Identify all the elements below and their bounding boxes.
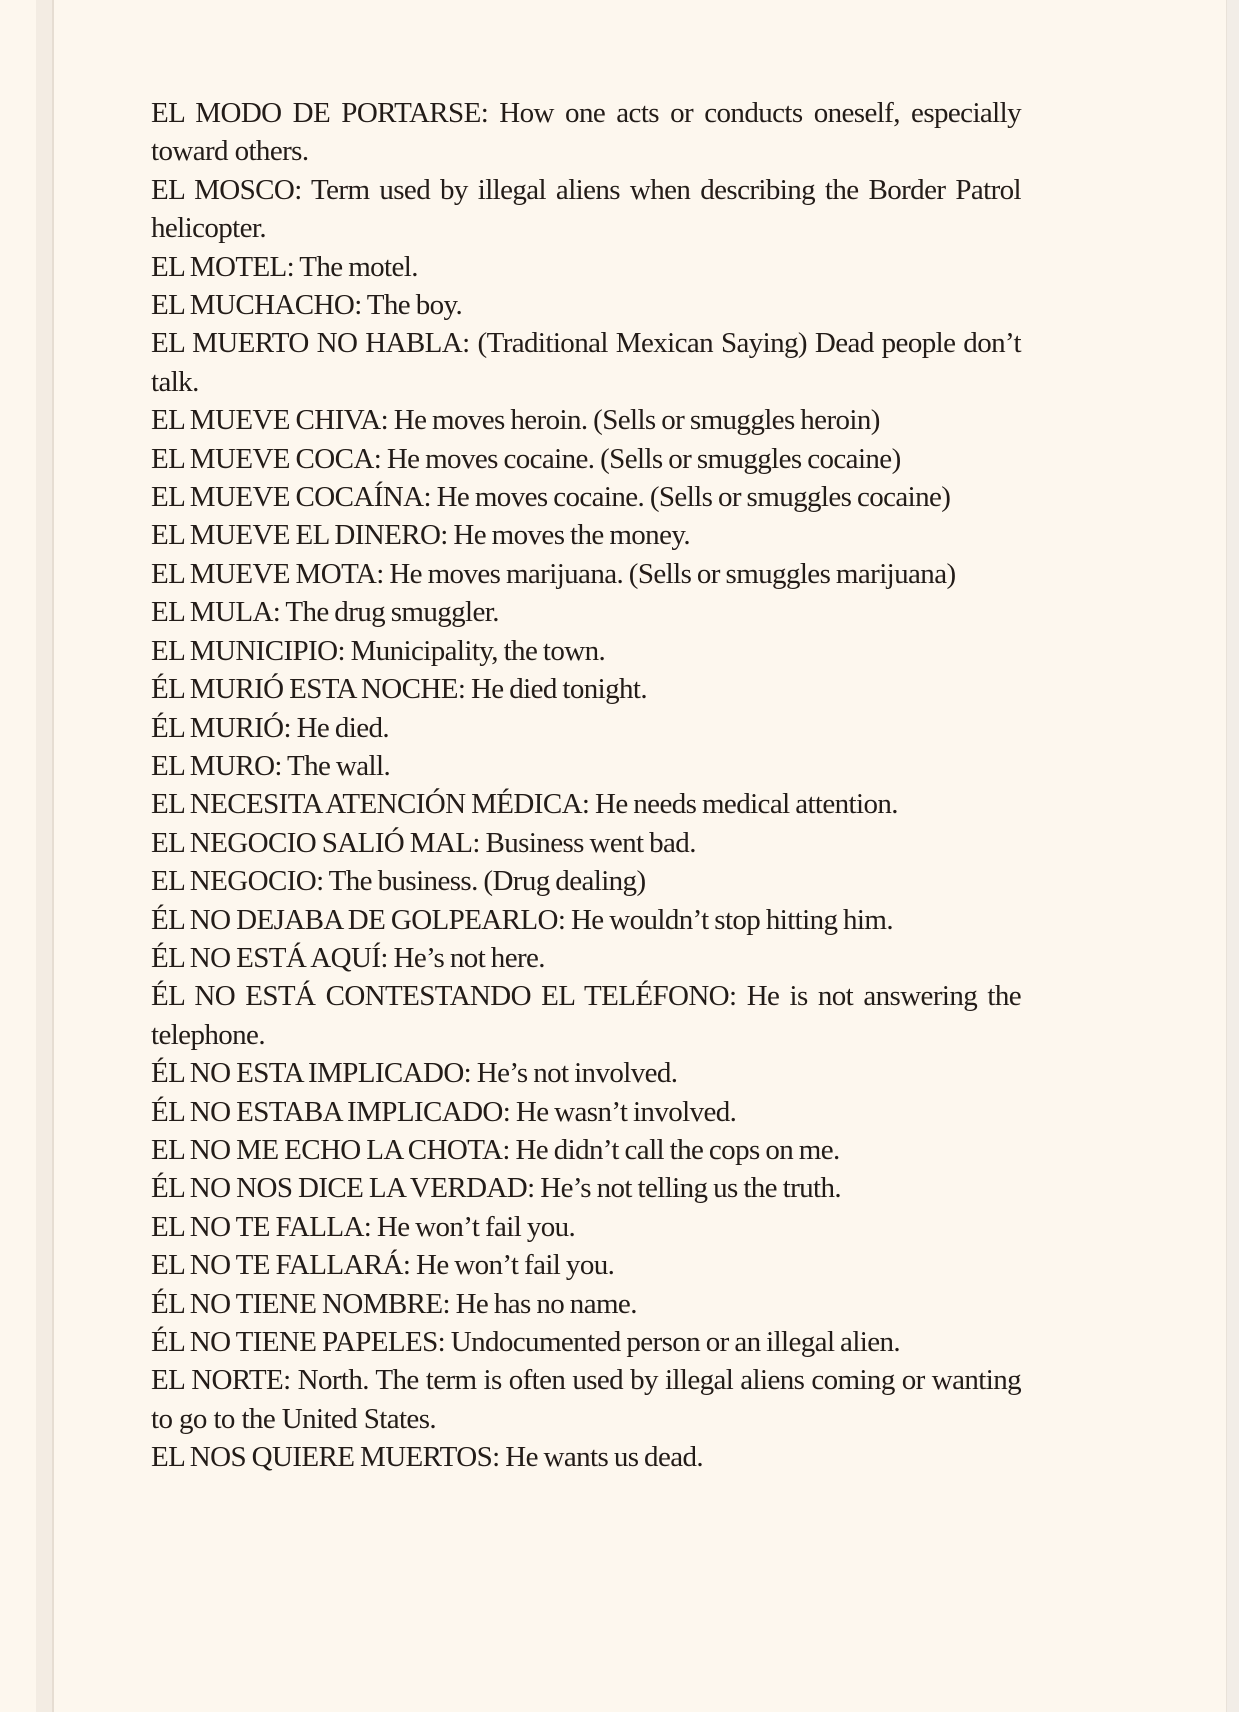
glossary-entry: EL NEGOCIO: The business. (Drug dealing) xyxy=(151,865,646,898)
page-edge-left xyxy=(36,0,54,1712)
glossary-entry: EL MODO DE PORTARSE: How one acts or conducts oneself, especially toward others. xyxy=(151,97,1021,168)
glossary-entry: EL MUNICIPIO: Municipality, the town. xyxy=(151,634,606,667)
glossary-entry: EL MURO: The wall. xyxy=(151,749,391,782)
glossary-entry: EL NO TE FALLARÁ: He won’t fail you. xyxy=(151,1249,615,1282)
glossary-entry: EL MUCHACHO: The boy. xyxy=(151,289,463,322)
glossary-entry: EL MUEVE COCA: He moves cocaine. (Sells or smuggles cocaine) xyxy=(151,442,901,475)
glossary-entry: EL MOSCO: Term used by illegal aliens when describing the Border Patrol helicopter. xyxy=(151,173,1021,245)
glossary-entry: EL MUEVE CHIVA: He moves heroin. (Sells or smuggles heroin) xyxy=(151,404,880,437)
glossary-entry: EL NEGOCIO SALIÓ MAL: Business went bad. xyxy=(151,826,696,859)
glossary-entry: EL MUEVE EL DINERO: He moves the money. xyxy=(151,519,691,552)
page-edge-right xyxy=(1226,0,1239,1712)
glossary-entry: EL NO TE FALLA: He won’t fail you. xyxy=(151,1210,576,1243)
glossary-entry: ÉL NO ESTA IMPLICADO: He’s not involved. xyxy=(151,1057,678,1090)
glossary-entry: EL MULA: The drug smuggler. xyxy=(151,596,499,629)
glossary-entry: ÉL NO ESTÁ AQUÍ: He’s not here. xyxy=(151,941,545,974)
glossary-entry: EL MUERTO NO HABLA: (Traditional Mexican Saying) Dead people don’t talk. xyxy=(151,327,1021,398)
glossary-entry: ÉL NO ESTABA IMPLICADO: He wasn’t involved. xyxy=(151,1095,737,1128)
glossary-entry: EL NO ME ECHO LA CHOTA: He didn’t call the cops on me. xyxy=(151,1133,840,1166)
glossary-entry: ÉL NO DEJABA DE GOLPEARLO: He wouldn’t stop hitting him. xyxy=(151,903,894,936)
glossary-entry: ÉL NO NOS DICE LA VERDAD: He’s not telling us the truth. xyxy=(151,1172,842,1205)
glossary-entry: ÉL NO TIENE PAPELES: Undocumented person or an illegal alien. xyxy=(151,1326,901,1358)
glossary-entry: EL NECESITA ATENCIÓN MÉDICA: He needs medical attention. xyxy=(151,788,898,821)
glossary-entry: EL NOS QUIERE MUERTOS: He wants us dead. xyxy=(151,1441,704,1474)
glossary-entry: ÉL NO TIENE NOMBRE: He has no name. xyxy=(151,1287,637,1320)
glossary-entry: ÉL MURIÓ: He died. xyxy=(151,711,390,744)
glossary-entry: EL NORTE: North. The term is often used by illegal aliens coming or wanting to go to the United States. xyxy=(151,1364,1021,1435)
glossary-entry: ÉL NO ESTÁ CONTESTANDO EL TELÉFONO: He is not answering the telephone. xyxy=(151,980,1021,1051)
glossary-entry: EL MUEVE MOTA: He moves marijuana. (Sells or smuggles marijuana) xyxy=(151,557,956,590)
glossary-entry: ÉL MURIÓ ESTA NOCHE: He died tonight. xyxy=(151,673,648,706)
glossary-entry: EL MUEVE COCAÍNA: He moves cocaine. (Sells or smuggles cocaine) xyxy=(151,481,951,514)
glossary-entry: EL MOTEL: The motel. xyxy=(151,250,418,283)
glossary-text xyxy=(151,94,1021,1477)
